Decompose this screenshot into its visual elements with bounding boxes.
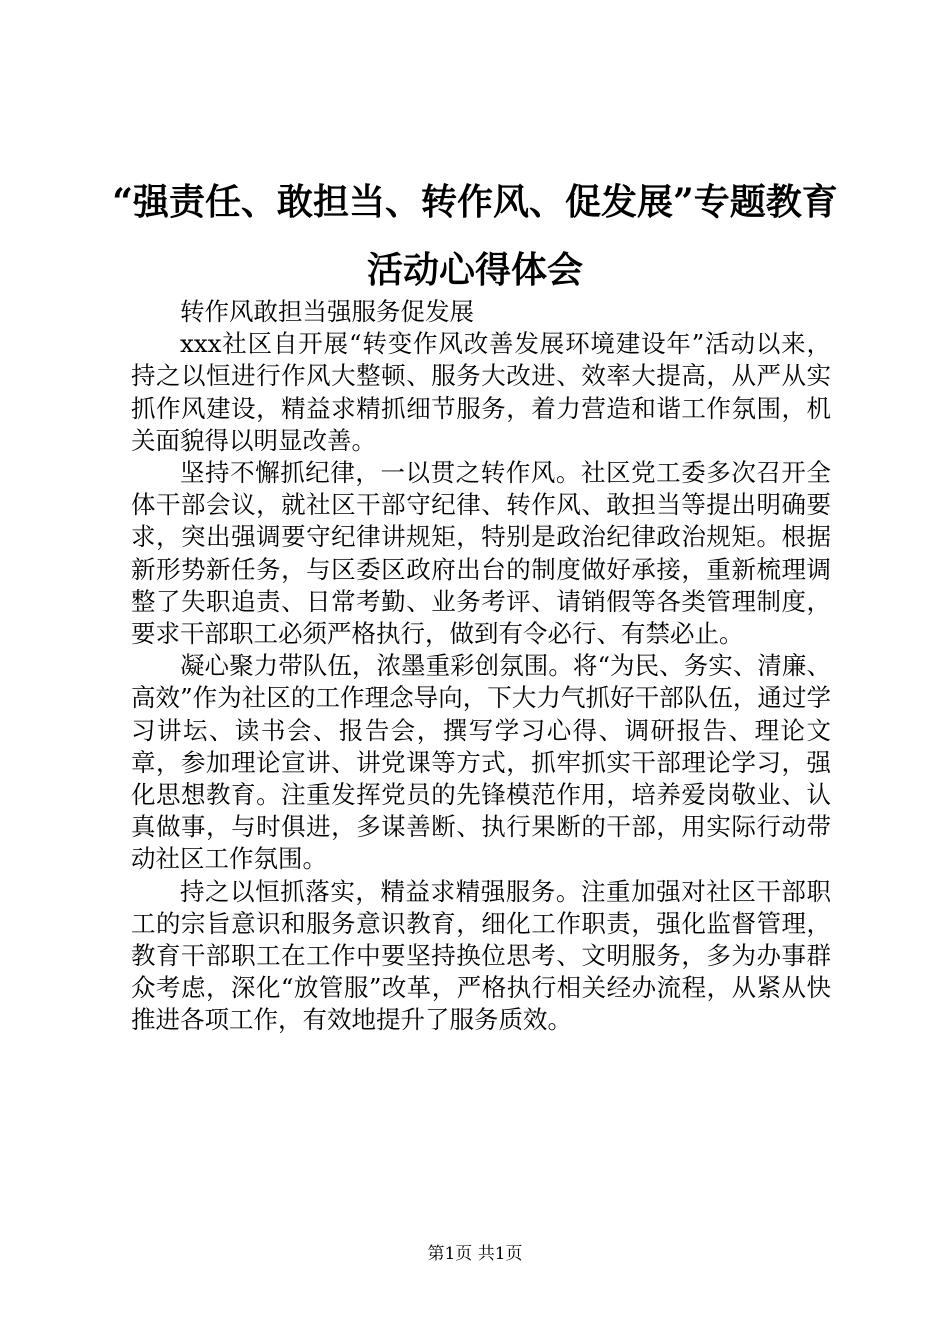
paragraph-service: 持之以恒抓落实，精益求精强服务。注重加强对社区干部职工的宗旨意识和服务意识教育，细化工作职责，强化监督管理，教育干部职工在工作中要坚持换位思考、文明服务，多为办事群众考虑，深化“放管服”改革，严格执行相关经办流程，从紧从快推进各项工作，有效地提升了服务质效。 <box>131 876 831 1035</box>
document-body <box>131 296 831 1037</box>
page-footer: 第1页 共1页 <box>427 1244 523 1264</box>
document-title: “强责任、敢担当、转作风、促发展”专题教育活动心得体会 <box>112 181 838 291</box>
paragraph-intro: xxx社区自开展“转变作风改善发展环境建设年”活动以来，持之以恒进行作风大整顿、服务大改进、效率大提高，从严从实抓作风建设，精益求精抓细节服务，着力营造和谐工作氛围，机关面貌得以明显改善。 <box>131 329 831 455</box>
paragraph-discipline: 坚持不懈抓纪律，一以贯之转作风。社区党工委多次召开全体干部会议，就社区干部守纪律、转作风、敢担当等提出明确要求，突出强调要守纪律讲规矩，特别是政治纪律政治规矩。根据新形势新任务，与区委区政府出台的制度做好承接，重新梳理调整了失职追责、日常考勤、业务考评、请销假等各类管理制度，要求干部职工必须严格执行，做到有令必行、有禁必止。 <box>131 458 831 649</box>
paragraph-team: 凝心聚力带队伍，浓墨重彩创氛围。将“为民、务实、清廉、高效”作为社区的工作理念导向，下大力气抓好干部队伍，通过学习讲坛、读书会、报告会，撰写学习心得、调研报告、理论文章，参加理论宣讲、讲党课等方式，抓牢抓实干部理论学习，强化思想教育。注重发挥党员的先锋模范作用，培养爱岗敬业、认真做事，与时俱进，多谋善断、执行果断的干部，用实际行动带动社区工作氛围。 <box>131 651 831 874</box>
paragraph-subtitle: 转作风敢担当强服务促发展 <box>180 297 474 326</box>
